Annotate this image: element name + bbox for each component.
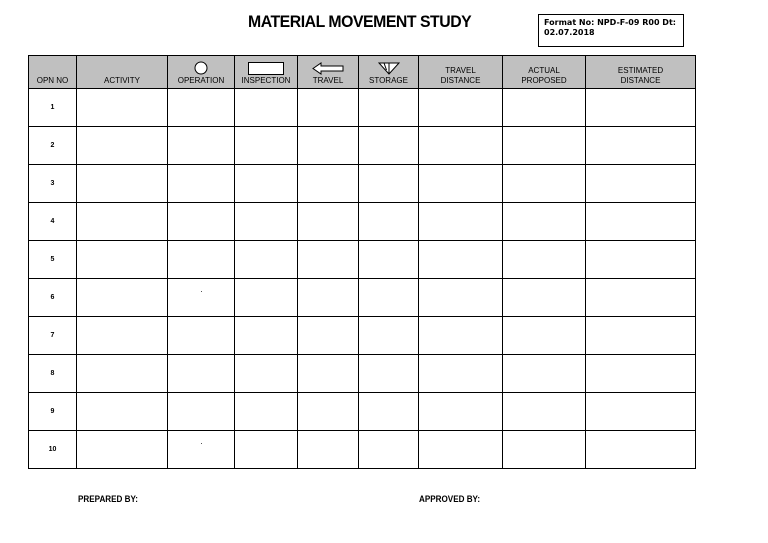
prepared-by-label: PREPARED BY:	[78, 494, 139, 504]
left-arrow-icon	[312, 62, 344, 75]
actual-proposed-cell[interactable]	[503, 279, 586, 317]
travel-cell[interactable]	[298, 89, 359, 127]
storage-cell[interactable]	[359, 393, 419, 431]
travel-distance-cell[interactable]	[419, 203, 503, 241]
table-row	[29, 203, 696, 241]
table-row	[29, 241, 696, 279]
operation-cell[interactable]	[168, 165, 235, 203]
table-row	[29, 89, 696, 127]
inspection-cell[interactable]	[235, 317, 298, 355]
page-title: MATERIAL MOVEMENT STUDY	[248, 12, 472, 31]
estimated-distance-cell[interactable]	[586, 89, 696, 127]
activity-cell[interactable]	[77, 317, 168, 355]
storage-cell[interactable]	[359, 317, 419, 355]
opn-number-cell: 3	[29, 165, 77, 203]
opn-number-cell: 9	[29, 393, 77, 431]
table-row	[29, 279, 696, 317]
travel-cell[interactable]	[298, 203, 359, 241]
storage-cell[interactable]	[359, 203, 419, 241]
inspection-cell[interactable]	[235, 127, 298, 165]
operation-cell[interactable]	[168, 89, 235, 127]
operation-cell[interactable]	[168, 355, 235, 393]
operation-cell[interactable]	[168, 393, 235, 431]
estimated-distance-cell[interactable]	[586, 203, 696, 241]
actual-proposed-cell[interactable]	[503, 317, 586, 355]
header-actual-proposed: ACTUAL PROPOSED	[503, 56, 586, 89]
opn-number-cell: 4	[29, 203, 77, 241]
inspection-cell[interactable]	[235, 89, 298, 127]
travel-cell[interactable]	[298, 165, 359, 203]
header-storage: STORAGE	[359, 56, 419, 89]
format-date: 02.07.2018	[544, 28, 595, 37]
travel-distance-cell[interactable]	[419, 393, 503, 431]
stray-mark	[201, 291, 202, 292]
opn-number-cell: 6	[29, 279, 77, 317]
actual-proposed-cell[interactable]	[503, 165, 586, 203]
table-row	[29, 165, 696, 203]
travel-cell[interactable]	[298, 393, 359, 431]
actual-proposed-cell[interactable]	[503, 241, 586, 279]
inspection-cell[interactable]	[235, 355, 298, 393]
estimated-distance-cell[interactable]	[586, 355, 696, 393]
estimated-distance-cell[interactable]	[586, 241, 696, 279]
circle-icon	[194, 61, 208, 75]
storage-cell[interactable]	[359, 279, 419, 317]
storage-cell[interactable]	[359, 127, 419, 165]
operation-cell[interactable]	[168, 431, 235, 469]
header-estimated-distance: ESTIMATED DISTANCE	[586, 56, 696, 89]
operation-cell[interactable]	[168, 127, 235, 165]
estimated-distance-cell[interactable]	[586, 393, 696, 431]
opn-number-cell: 5	[29, 241, 77, 279]
travel-distance-cell[interactable]	[419, 279, 503, 317]
header-travel-distance: TRAVEL DISTANCE	[419, 56, 503, 89]
format-number-box	[538, 14, 684, 47]
activity-cell[interactable]	[77, 127, 168, 165]
estimated-distance-cell[interactable]	[586, 317, 696, 355]
actual-proposed-cell[interactable]	[503, 393, 586, 431]
table-row	[29, 393, 696, 431]
storage-cell[interactable]	[359, 355, 419, 393]
actual-proposed-cell[interactable]	[503, 89, 586, 127]
operation-cell[interactable]	[168, 241, 235, 279]
travel-cell[interactable]	[298, 317, 359, 355]
actual-proposed-cell[interactable]	[503, 431, 586, 469]
movement-table	[28, 55, 696, 469]
inspection-cell[interactable]	[235, 431, 298, 469]
travel-distance-cell[interactable]	[419, 165, 503, 203]
operation-cell[interactable]	[168, 317, 235, 355]
travel-distance-cell[interactable]	[419, 89, 503, 127]
header-row	[29, 56, 696, 89]
opn-number-cell: 10	[29, 431, 77, 469]
estimated-distance-cell[interactable]	[586, 431, 696, 469]
activity-cell[interactable]	[77, 393, 168, 431]
header-activity: ACTIVITY	[77, 56, 168, 89]
storage-cell[interactable]	[359, 241, 419, 279]
storage-cell[interactable]	[359, 165, 419, 203]
table-row	[29, 431, 696, 469]
activity-cell[interactable]	[77, 89, 168, 127]
opn-number-cell: 1	[29, 89, 77, 127]
actual-proposed-cell[interactable]	[503, 127, 586, 165]
travel-cell[interactable]	[298, 431, 359, 469]
actual-proposed-cell[interactable]	[503, 203, 586, 241]
activity-cell[interactable]	[77, 279, 168, 317]
travel-distance-cell[interactable]	[419, 127, 503, 165]
estimated-distance-cell[interactable]	[586, 165, 696, 203]
inspection-cell[interactable]	[235, 241, 298, 279]
stray-mark	[201, 443, 202, 444]
actual-proposed-cell[interactable]	[503, 355, 586, 393]
rectangle-icon	[248, 62, 284, 75]
activity-cell[interactable]	[77, 355, 168, 393]
travel-distance-cell[interactable]	[419, 241, 503, 279]
activity-cell[interactable]	[77, 431, 168, 469]
estimated-distance-cell[interactable]	[586, 279, 696, 317]
operation-cell[interactable]	[168, 279, 235, 317]
opn-number-cell: 2	[29, 127, 77, 165]
travel-distance-cell[interactable]	[419, 431, 503, 469]
activity-cell[interactable]	[77, 165, 168, 203]
estimated-distance-cell[interactable]	[586, 127, 696, 165]
operation-cell[interactable]	[168, 203, 235, 241]
storage-cell[interactable]	[359, 431, 419, 469]
inverted-triangle-icon	[378, 62, 400, 75]
format-number: Format No: NPD-F-09 R00 Dt:	[544, 18, 676, 27]
table-row	[29, 355, 696, 393]
header-opn-no: OPN NO	[29, 56, 77, 89]
table-row	[29, 317, 696, 355]
storage-cell[interactable]	[359, 89, 419, 127]
travel-distance-cell[interactable]	[419, 317, 503, 355]
travel-cell[interactable]	[298, 127, 359, 165]
table-row	[29, 127, 696, 165]
inspection-cell[interactable]	[235, 279, 298, 317]
travel-cell[interactable]	[298, 279, 359, 317]
activity-cell[interactable]	[77, 203, 168, 241]
header-inspection: INSPECTION	[235, 56, 298, 89]
activity-cell[interactable]	[77, 241, 168, 279]
opn-number-cell: 7	[29, 317, 77, 355]
travel-cell[interactable]	[298, 241, 359, 279]
opn-number-cell: 8	[29, 355, 77, 393]
travel-distance-cell[interactable]	[419, 355, 503, 393]
inspection-cell[interactable]	[235, 165, 298, 203]
header-operation: OPERATION	[168, 56, 235, 89]
inspection-cell[interactable]	[235, 393, 298, 431]
inspection-cell[interactable]	[235, 203, 298, 241]
approved-by-label: APPROVED BY:	[419, 494, 481, 504]
travel-cell[interactable]	[298, 355, 359, 393]
header-travel: TRAVEL	[298, 56, 359, 89]
